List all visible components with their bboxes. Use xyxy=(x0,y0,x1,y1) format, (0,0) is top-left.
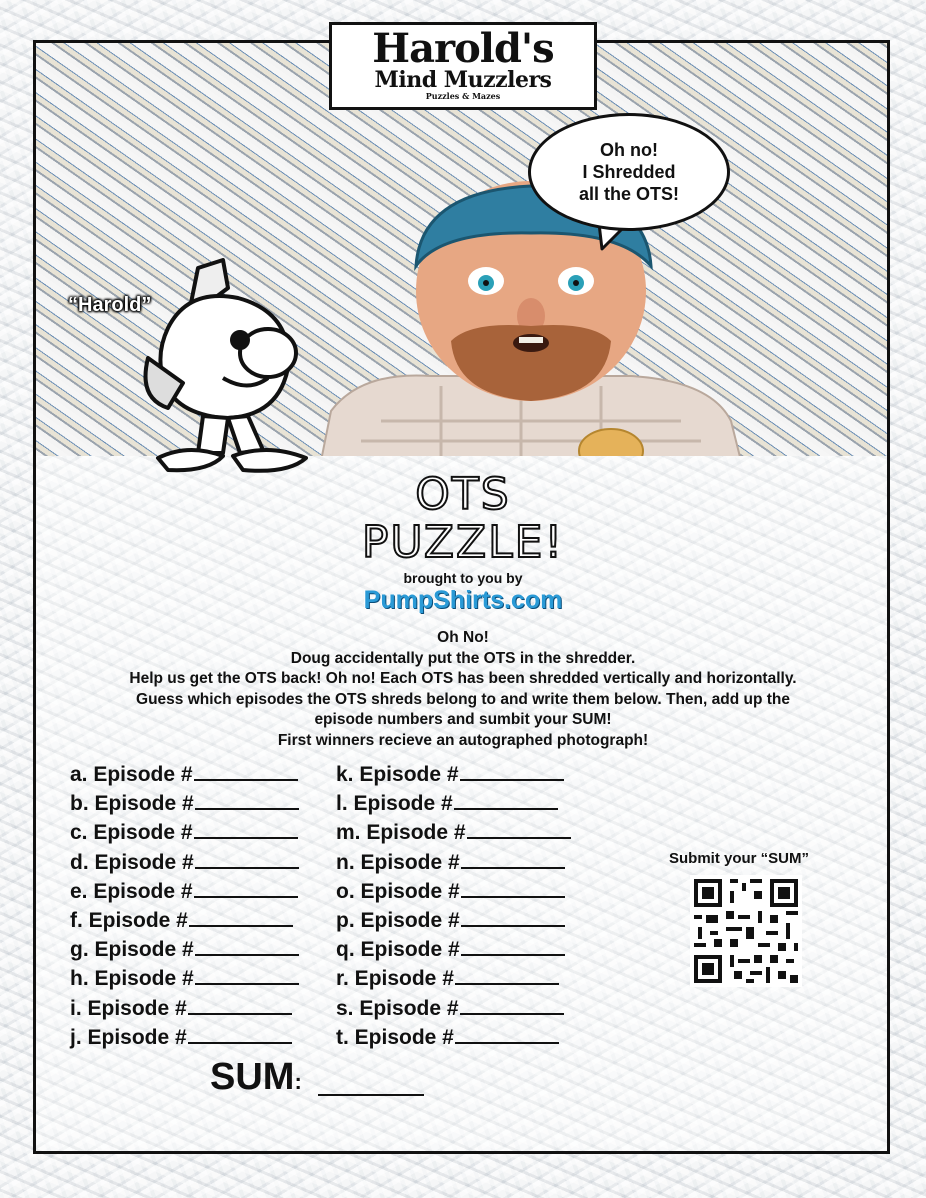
episode-label: q. Episode # xyxy=(336,938,460,962)
episode-blank-d[interactable] xyxy=(195,849,299,869)
episode-label: l. Episode # xyxy=(336,792,453,816)
episode-blank-r[interactable] xyxy=(455,965,559,985)
episode-blank-e[interactable] xyxy=(194,878,298,898)
intro-line: Help us get the OTS back! Oh no! Each OTS has been shredded vertically and horizontally. xyxy=(129,670,797,687)
sum-blank[interactable] xyxy=(318,1094,424,1096)
episode-blank-g[interactable] xyxy=(195,936,299,956)
intro-line: Doug accidentally put the OTS in the shredder. xyxy=(290,649,636,667)
episode-entry xyxy=(336,1023,571,1052)
episode-entry xyxy=(336,818,571,847)
episode-entry xyxy=(70,760,299,789)
episode-blank-t[interactable] xyxy=(455,1024,559,1044)
episode-list-left xyxy=(70,760,299,1052)
episode-entry xyxy=(336,760,571,789)
episode-entry xyxy=(336,935,571,964)
episode-blank-l[interactable] xyxy=(454,790,558,810)
episode-label: f. Episode # xyxy=(70,908,188,932)
episode-entry xyxy=(70,906,299,935)
episode-blank-p[interactable] xyxy=(461,907,565,927)
logo-subtitle: Mind Muzzlers xyxy=(374,67,552,93)
episode-label: j. Episode # xyxy=(70,1025,187,1049)
episode-label: p. Episode # xyxy=(336,908,460,932)
episode-list-right xyxy=(336,760,571,1052)
episode-blank-b[interactable] xyxy=(195,790,299,810)
episode-label: r. Episode # xyxy=(336,967,454,991)
episode-blank-h[interactable] xyxy=(195,965,299,985)
episode-label: g. Episode # xyxy=(70,938,194,962)
episode-label: h. Episode # xyxy=(70,967,194,991)
episode-label: d. Episode # xyxy=(70,850,194,874)
episode-entry xyxy=(336,906,571,935)
episode-entry xyxy=(336,964,571,993)
qr-code-icon[interactable] xyxy=(690,875,802,987)
sum-colon: : xyxy=(294,1069,302,1094)
episode-label: o. Episode # xyxy=(336,879,460,903)
episode-label: s. Episode # xyxy=(336,996,459,1020)
brought-to-you-by: brought to you by xyxy=(403,570,523,586)
puzzle-title-line-1: OTS xyxy=(415,469,511,520)
episode-entry xyxy=(70,789,299,818)
episode-entry xyxy=(336,789,571,818)
episode-label: k. Episode # xyxy=(336,763,459,786)
episode-entry xyxy=(70,818,299,847)
intro-line: Oh No! xyxy=(437,629,489,646)
episode-blank-k[interactable] xyxy=(460,761,564,781)
episode-label: a. Episode # xyxy=(70,763,193,786)
logo-tagline: Puzzles & Mazes xyxy=(425,91,501,101)
harold-cartoon-icon xyxy=(128,258,318,483)
speech-line: I Shredded xyxy=(582,162,676,182)
episode-blank-a[interactable] xyxy=(194,761,298,781)
episode-label: t. Episode # xyxy=(336,1025,454,1049)
harolds-mind-muzzlers-logo xyxy=(329,22,597,110)
episode-blank-s[interactable] xyxy=(460,995,564,1015)
episode-entry xyxy=(70,877,299,906)
episode-entry xyxy=(70,994,299,1023)
speech-bubble xyxy=(528,113,730,231)
episode-label: e. Episode # xyxy=(70,879,193,903)
episode-label: m. Episode # xyxy=(336,821,466,845)
intro-line: Guess which episodes the OTS shreds belong to and write them below. Then, add up the xyxy=(136,690,790,708)
submit-sum-label: Submit your “SUM” xyxy=(669,850,810,867)
episode-blank-j[interactable] xyxy=(188,1024,292,1044)
logo-title: Harold's xyxy=(372,25,554,72)
episode-label: n. Episode # xyxy=(336,850,460,874)
episode-entry xyxy=(336,994,571,1023)
puzzle-title-line-2: PUZZLE! xyxy=(361,517,565,568)
sponsor-link[interactable]: PumpShirts.com xyxy=(363,586,563,614)
episode-entry xyxy=(70,964,299,993)
episode-blank-i[interactable] xyxy=(188,995,292,1015)
speech-line: all the OTS! xyxy=(578,184,679,204)
episode-blank-n[interactable] xyxy=(461,849,565,869)
episode-entry xyxy=(70,848,299,877)
sum-text: SUM xyxy=(210,1056,295,1098)
episode-entry xyxy=(70,1023,299,1052)
puzzle-instructions xyxy=(60,628,866,751)
episode-blank-f[interactable] xyxy=(189,907,293,927)
episode-entry xyxy=(70,935,299,964)
episode-blank-o[interactable] xyxy=(461,878,565,898)
harold-label: “Harold” xyxy=(68,294,152,316)
episode-blank-c[interactable] xyxy=(194,819,298,839)
sum-label xyxy=(210,1056,302,1099)
intro-line: First winners recieve an autographed photograph! xyxy=(277,731,649,749)
episode-entry xyxy=(336,877,571,906)
episode-label: i. Episode # xyxy=(70,996,187,1020)
episode-label: c. Episode # xyxy=(70,821,193,845)
speech-line: Oh no! xyxy=(600,140,658,160)
episode-blank-q[interactable] xyxy=(461,936,565,956)
episode-blank-m[interactable] xyxy=(467,819,571,839)
episode-entry xyxy=(336,848,571,877)
intro-line: episode numbers and sumbit your SUM! xyxy=(314,711,612,728)
episode-label: b. Episode # xyxy=(70,792,194,816)
